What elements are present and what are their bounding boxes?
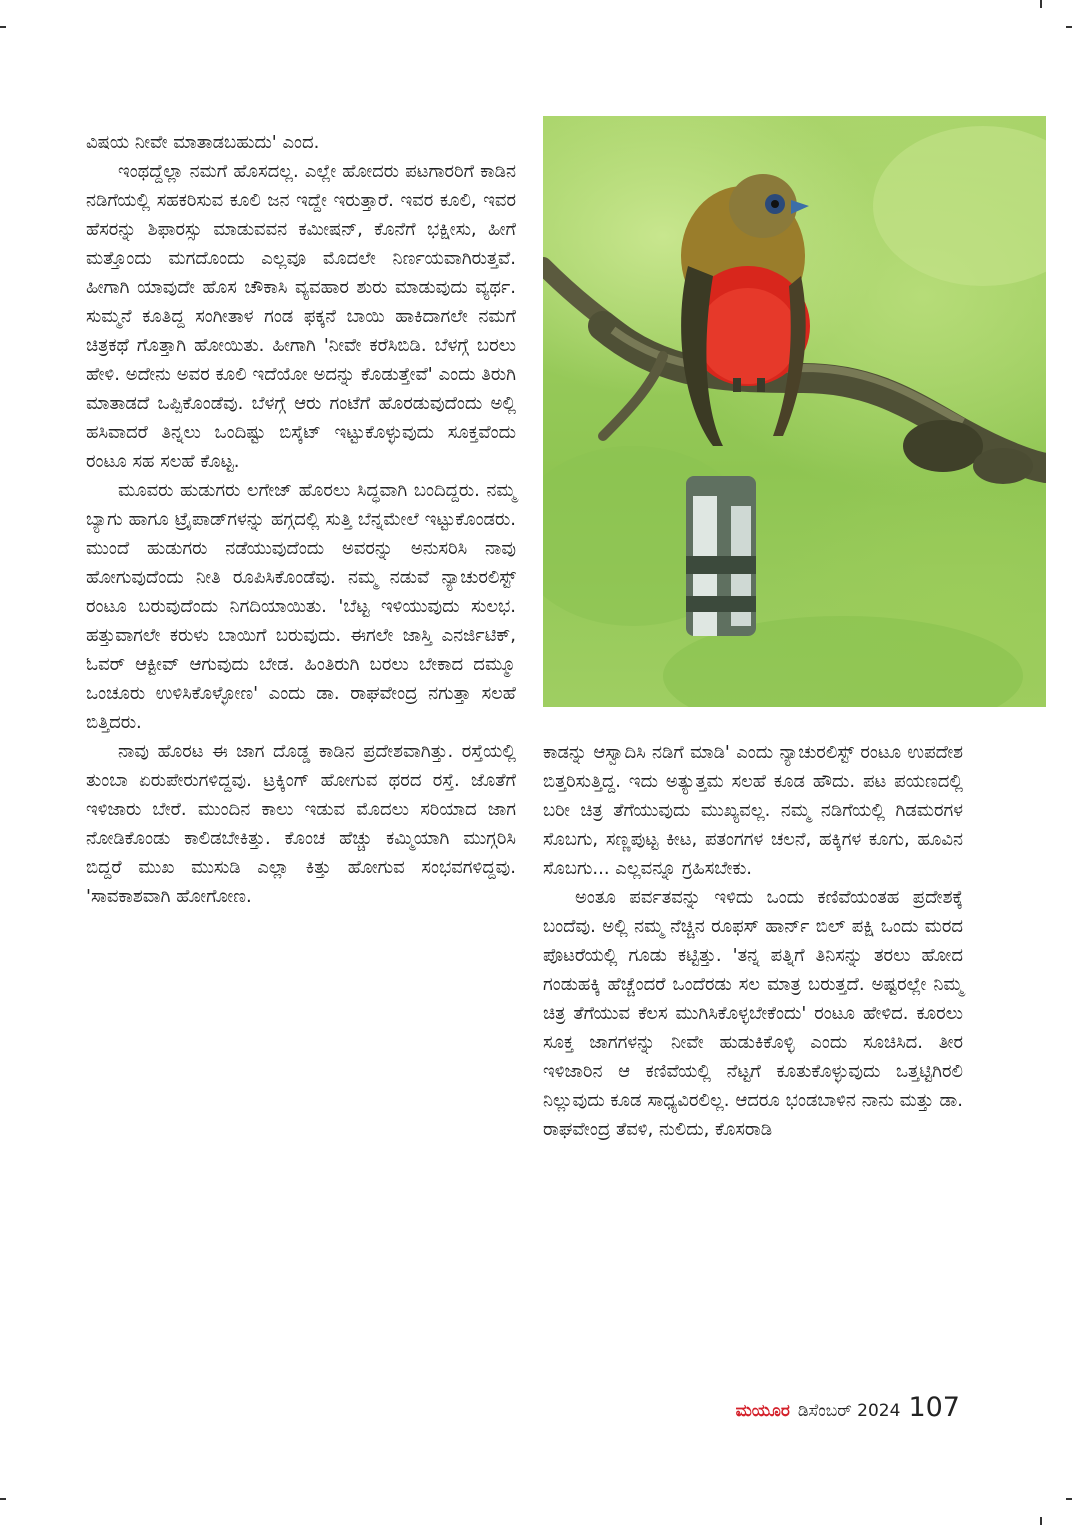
paragraph: ನಾವು ಹೊರಟ ಈ ಜಾಗ ದೊಡ್ಡ ಕಾಡಿನ ಪ್ರದೇಶವಾಗಿತ್ತು. ರಸ್ತೆಯಲ್ಲಿ ತುಂಬಾ ಏರುಪೇರುಗಳಿದ್ದವು. ಟ್ರಕ್ಕಿಂಗ್ ಹೋಗುವ ಥರದ ರಸ್ತೆ. ಜೊತೆಗೆ ಇಳಿಜಾರು ಬೇರೆ. ಮುಂದಿನ ಕಾಲು ಇಡುವ ಮೊದಲು ಸರಿಯಾದ ಜಾಗ ನೋಡಿಕೊಂಡು ಕಾಲಿಡಬೇಕಿತ್ತು. ಕೊಂಚ ಹೆಚ್ಚು ಕಮ್ಮಿಯಾಗಿ ಮುಗ್ಗರಿಸಿ ಬಿದ್ದರೆ ಮುಖ ಮುಸುಡಿ ಎಲ್ಲಾ ಕಿತ್ತು ಹೋಗುವ ಸಂಭವಗಳಿದ್ದವು. 'ಸಾವಕಾಶವಾಗಿ ಹೋಗೋಣ. xyxy=(86,741,516,907)
issue-date: ಡಿಸೆಂಬರ್ 2024 xyxy=(797,1401,901,1421)
paragraph: ಇಂಥದ್ದೆಲ್ಲಾ ನಮಗೆ ಹೊಸದಲ್ಲ. ಎಲ್ಲೇ ಹೋದರು ಪಟಗಾರರಿಗೆ ಕಾಡಿನ ನಡಿಗೆಯಲ್ಲಿ ಸಹಕರಿಸುವ ಕೂಲಿ ಜನ ಇದ್ದೇ ಇರುತ್ತಾರೆ. ಇವರ ಕೂಲಿ, ಇವರ ಹೆಸರನ್ನು ಶಿಫಾರಸ್ಸು ಮಾಡುವವನ ಕಮೀಷನ್, ಕೊನೆಗೆ ಭಕ್ಷೀಸು, ಹೀಗೆ ಮತ್ತೊಂದು ಮಗದೊಂದು ಎಲ್ಲವೂ ಮೊದಲೇ ನಿರ್ಣಯವಾಗಿರುತ್ತವೆ. ಹೀಗಾಗಿ ಯಾವುದೇ ಹೊಸ ಚೌಕಾಸಿ ವ್ಯವಹಾರ ಶುರು ಮಾಡುವುದು ವ್ಯರ್ಥ. ಸುಮ್ಮನೆ ಕೂತಿದ್ದ ಸಂಗೀತಾಳ ಗಂಡ ಫಕ್ಕನೆ ಬಾಯಿ ಹಾಕಿದಾಗಲೇ ನಮಗೆ ಚಿತ್ರಕಥೆ ಗೊತ್ತಾಗಿ ಹೋಯಿತು. ಹೀಗಾಗಿ 'ನೀವೇ ಕರೆಸಿಬಿಡಿ. ಬೆಳಗ್ಗೆ ಬರಲು ಹೇಳಿ. ಅದೇನು ಅವರ ಕೂಲಿ ಇದೆಯೋ ಅದನ್ನು ಕೊಡುತ್ತೇವೆ' ಎಂದು ತಿರುಗಿ ಮಾತಾಡದೆ ಒಪ್ಪಿಕೊಂಡೆವು. ಬೆಳಗ್ಗೆ ಆರು ಗಂಟೆಗೆ ಹೊರಡುವುದೆಂದು ಅಲ್ಲಿ ಹಸಿವಾದರೆ ತಿನ್ನಲು ಒಂದಿಷ್ಟು ಬಿಸ್ಕೆಟ್ ಇಟ್ಟುಕೊಳ್ಳುವುದು ಸೂಕ್ತವೆಂದು ರಂಟೂ ಸಹ ಸಲಹೆ ಕೊಟ್ಟ. xyxy=(86,161,516,472)
crop-mark xyxy=(1040,0,1042,8)
paragraph: ವಿಷಯ ನೀವೇ ಮಾತಾಡಬಹುದು' ಎಂದ. xyxy=(86,132,320,153)
article-right-column xyxy=(543,738,963,1144)
crop-mark xyxy=(0,26,6,28)
paragraph: ಕಾಡನ್ನು ಆಸ್ವಾದಿಸಿ ನಡಿಗೆ ಮಾಡಿ' ಎಂದು ನ್ಯಾಚುರಲಿಸ್ಟ್ ರಂಟೂ ಉಪದೇಶ ಬಿತ್ತರಿಸುತ್ತಿದ್ದ. ಇದು ಅತ್ಯುತ್ತಮ ಸಲಹೆ ಕೂಡ ಹೌದು. ಪಟ ಪಯಣದಲ್ಲಿ ಬರೀ ಚಿತ್ರ ತೆಗೆಯುವುದು ಮುಖ್ಯವಲ್ಲ. ನಮ್ಮ ನಡಿಗೆಯಲ್ಲಿ ಗಿಡಮರಗಳ ಸೊಬಗು, ಸಣ್ಣಪುಟ್ಟ ಕೀಟ, ಪತಂಗಗಳ ಚಲನೆ, ಹಕ್ಕಿಗಳ ಕೂಗು, ಹೂವಿನ ಸೊಬಗು... ಎಲ್ಲವನ್ನೂ ಗ್ರಹಿಸಬೇಕು. xyxy=(543,742,963,879)
article-left-column xyxy=(86,128,516,911)
crop-mark xyxy=(1066,1498,1072,1500)
crop-mark xyxy=(1040,1517,1042,1525)
paragraph: ಅಂತೂ ಪರ್ವತವನ್ನು ಇಳಿದು ಒಂದು ಕಣಿವೆಯಂತಹ ಪ್ರದೇಶಕ್ಕೆ ಬಂದೆವು. ಅಲ್ಲಿ ನಮ್ಮ ನೆಚ್ಚಿನ ರೂಫಸ್ ಹಾರ್ನ್ ಬಿಲ್ ಪಕ್ಷಿ ಒಂದು ಮರದ ಪೊಟರೆಯಲ್ಲಿ ಗೂಡು ಕಟ್ಟಿತ್ತು. 'ತನ್ನ ಪತ್ನಿಗೆ ತಿನಿಸನ್ನು ತರಲು ಹೋದ ಗಂಡುಹಕ್ಕಿ ಹೆಚ್ಚೆಂದರೆ ಒಂದೆರಡು ಸಲ ಮಾತ್ರ ಬರುತ್ತದೆ. ಅಷ್ಟರಲ್ಲೇ ನಿಮ್ಮ ಚಿತ್ರ ತೆಗೆಯುವ ಕೆಲಸ ಮುಗಿಸಿಕೊಳ್ಳಬೇಕೆಂದು' ರಂಟೂ ಹೇಳಿದ. ಕೂರಲು ಸೂಕ್ತ ಜಾಗಗಳನ್ನು ನೀವೇ ಹುಡುಕಿಕೊಳ್ಳಿ ಎಂದು ಸೂಚಿಸಿದ. ತೀರ ಇಳಿಜಾರಿನ ಆ ಕಣಿವೆಯಲ್ಲಿ ನೆಟ್ಟಗೆ ಕೂತುಕೊಳ್ಳುವುದು ಒತ್ತಟ್ಟಿಗಿರಲಿ ನಿಲ್ಲುವುದು ಕೂಡ ಸಾಧ್ಯವಿರಲಿಲ್ಲ. ಆದರೂ ಭಂಡಬಾಳಿನ ನಾನು ಮತ್ತು ಡಾ. ರಾಘವೇಂದ್ರ ತೆವಳಿ, ನುಲಿದು, ಕೊಸರಾಡಿ xyxy=(543,887,963,1140)
crop-mark xyxy=(1066,26,1072,28)
paragraph: ಮೂವರು ಹುಡುಗರು ಲಗೇಜ್ ಹೊರಲು ಸಿದ್ಧವಾಗಿ ಬಂದಿದ್ದರು. ನಮ್ಮ ಬ್ಯಾಗು ಹಾಗೂ ಟ್ರೈಪಾಡ್‌ಗಳನ್ನು ಹಗ್ಗದಲ್ಲಿ ಸುತ್ತಿ ಬೆನ್ನಮೇಲೆ ಇಟ್ಟುಕೊಂಡರು. ಮುಂದೆ ಹುಡುಗರು ನಡೆಯುವುದೆಂದು ಅವರನ್ನು ಅನುಸರಿಸಿ ನಾವು ಹೋಗುವುದೆಂದು ನೀತಿ ರೂಪಿಸಿಕೊಂಡೆವು. ನಮ್ಮ ನಡುವೆ ನ್ಯಾಚುರಲಿಸ್ಟ್ ರಂಟೂ ಬರುವುದೆಂದು ನಿಗದಿಯಾಯಿತು. 'ಬೆಟ್ಟ ಇಳಿಯುವುದು ಸುಲಭ. ಹತ್ತುವಾಗಲೇ ಕರುಳು ಬಾಯಿಗೆ ಬರುವುದು. ಈಗಲೇ ಜಾಸ್ತಿ ಎನರ್ಜಿಟಿಕ್, ಓವರ್ ಆಕ್ಟೀವ್ ಆಗುವುದು ಬೇಡ. ಹಿಂತಿರುಗಿ ಬರಲು ಬೇಕಾದ ದಮ್ಮೂ ಒಂಚೂರು ಉಳಿಸಿಕೊಳ್ಳೋಣ' ಎಂದು ಡಾ. ರಾಘವೇಂದ್ರ ನಗುತ್ತಾ ಸಲಹೆ ಬಿತ್ತಿದರು. xyxy=(86,480,516,733)
bird-on-branch-illustration xyxy=(543,116,1046,707)
trogon-bird-photo xyxy=(543,116,1046,707)
page-number: 107 xyxy=(908,1392,960,1423)
page-footer xyxy=(736,1392,960,1423)
magazine-brand: ಮಯೂರ xyxy=(735,1401,790,1421)
crop-mark xyxy=(0,1498,6,1500)
